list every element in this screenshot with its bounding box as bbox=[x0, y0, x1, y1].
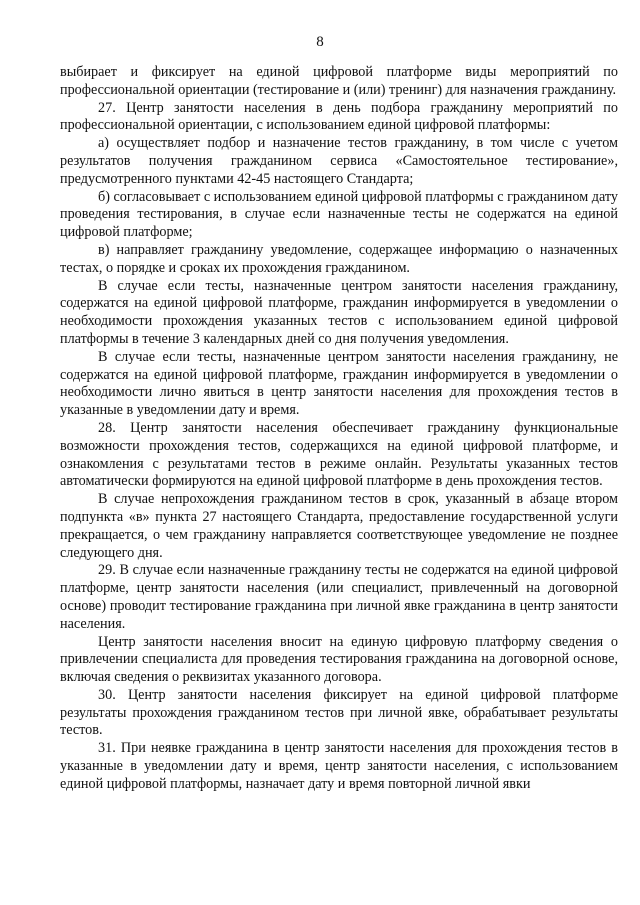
paragraph-service-termination: В случае непрохождения гражданином тестов в срок, указанный в абзаце втором подпункта «в» пункта 27 настоящего Стандарта, предоставление государственной услуги прекращается, о чем гражданину направляется соответствующее уведомление не позднее следующего дня. bbox=[60, 491, 618, 561]
paragraph-item-30: 30. Центр занятости населения фиксирует на единой цифровой платформе результаты прохождения гражданином тестов при личной явке, обрабатывает результаты тестов. bbox=[60, 686, 618, 739]
paragraph-specialist-info: Центр занятости населения вносит на единую цифровую платформу сведения о привлечении специалиста для проведения тестирования гражданина на договорной основе, включая сведения о реквизитах указанного договора. bbox=[60, 633, 618, 686]
paragraph-in-person-tests: В случае если тесты, назначенные центром занятости населения гражданину, не содержатся на единой цифровой платформе, гражданин информируется в уведомлении о необходимости лично явиться в центр занятости населения для прохождения тестов в указанные в уведомлении дату и время. bbox=[60, 348, 618, 419]
paragraph-item-31: 31. При неявке гражданина в центр занятости населения для прохождения тестов в указанные в уведомлении дату и время, центр занятости населения, с использованием единой цифровой платформы, назначает дату и время повторной личной явки bbox=[60, 740, 618, 792]
paragraph-online-tests: В случае если тесты, назначенные центром занятости населения гражданину, содержатся на единой цифровой платформе, гражданин информируется в уведомлении о необходимости прохождения указанных тестов с использованием единой цифровой платформы в течение 3 календарных дней со дня получения уведомления. bbox=[60, 277, 618, 347]
paragraph-item-27: 27. Центр занятости населения в день подбора гражданину мероприятий по профессиональной ориентации, с использованием единой цифровой платформы: bbox=[60, 99, 618, 134]
paragraph-item-29: 29. В случае если назначенные гражданину тесты не содержатся на единой цифровой платформе, центр занятости населения (или специалист, привлеченный на договорной основе) проводит тестирование гражданина при личной явке гражданина в центр занятости населения. bbox=[60, 562, 618, 632]
paragraph-item-27-b: б) согласовывает с использованием единой цифровой платформы с гражданином дату проведения тестирования, в случае если назначенные тесты не содержатся на единой цифровой платформе; bbox=[60, 188, 618, 241]
paragraph-continuation: выбирает и фиксирует на единой цифровой платформе виды мероприятий по профессиональной ориентации (тестирование и (или) тренинг) для назначения гражданину. bbox=[60, 64, 618, 98]
paragraph-item-27-a: а) осуществляет подбор и назначение тестов гражданину, в том числе с учетом результатов получения гражданином сервиса «Самостоятельное тестирование», предусмотренного пунктами 42-45 настоящего Стандарта; bbox=[60, 135, 618, 187]
paragraph-item-28: 28. Центр занятости населения обеспечивает гражданину функциональные возможности прохождения тестов, содержащихся на единой цифровой платформе, и ознакомления с результатами тестов в режиме онлайн. Результаты указанных тестов автоматически формируются на единой цифровой платформе в день прохождения тестов. bbox=[60, 419, 618, 490]
page-number: 8 bbox=[316, 34, 324, 50]
paragraph-item-27-v: в) направляет гражданину уведомление, содержащее информацию о назначенных тестах, о порядке и сроках их прохождения гражданином. bbox=[60, 241, 618, 276]
document-body bbox=[60, 64, 618, 794]
